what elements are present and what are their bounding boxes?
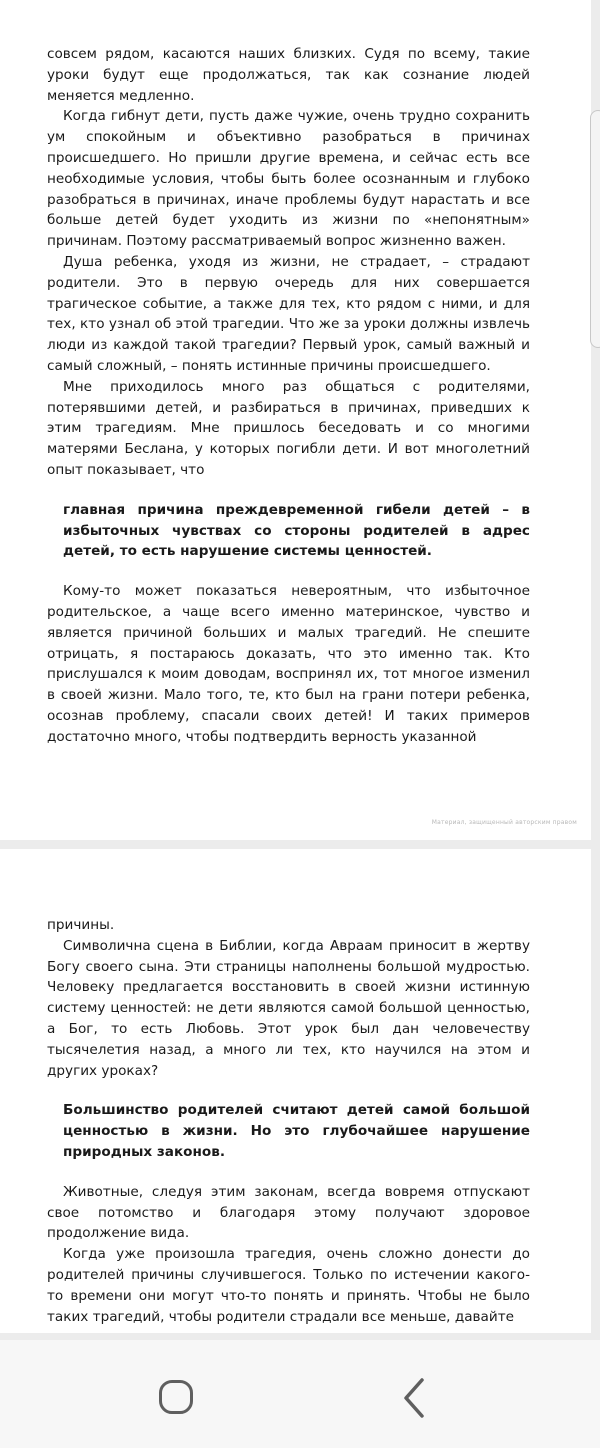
book-page-2 [0,849,591,1333]
system-navigation-bar [0,1340,600,1448]
scrollbar-handle[interactable] [590,110,600,348]
bold-statement: Большинство родителей считают детей самой большой ценностью в жизни. Но это глубочайшее нарушение природных законов. [63,1102,530,1160]
paragraph: Когда уже произошла трагедия, очень сложно донести до родителей причины случившегося. Только по истечении какого-то времени они могут что-то понять и принять. Чтобы не было таких трагедий, чтобы родители страдали все меньше, давайте [47,1246,530,1325]
paragraph: совсем рядом, касаются наших близких. Судя по всему, такие уроки будут еще продолжаться, так как сознание людей меняется медленно. [47,46,530,104]
bold-statement: главная причина преждевременной гибели детей – в избыточных чувствах со стороны родителей в адрес детей, то есть нарушение системы ценностей. [63,501,530,560]
paragraph: Животные, следуя этим законам, всегда вовремя отпускают свое потомство и благодаря этому получают здоровое продолжение вида. [47,1183,530,1242]
paragraph: Когда гибнут дети, пусть даже чужие, очень трудно сохранить ум спокойным и объективно разобраться в причинах происшедшего. Но пришли другие времена, и сейчас есть все необходимые условия, чтобы быть более осознанным и глубоко разобраться в причинах, иначе проблемы будут нарастать и все больше детей будет уходить из жизни по «непонятным» причинам. Поэтому рассматриваемый вопрос жизненно важен. [47,108,530,250]
paragraph: Душа ребенка, уходя из жизни, не страдает, – страдают родители. Это в первую очередь для них совершается трагическое событие, а также для тех, кто рядом с ними, и для тех, кто узнал об этой трагедии. Что же за уроки должны извлечь люди из каждой такой трагедии? Первый урок, самый важный и самый сложный, – понять истинные причины происшедшего. [47,253,530,374]
paragraph: Кому-то может показаться невероятным, что избыточное родительское, а чаще всего именно материнское, чувство и является причиной больших и малых трагедий. Не спешите отрицать, я постараюсь доказать, что это именно так. Кто прислушался к моим доводам, воспринял их, тот многое изменил в своей жизни. Мало того, те, кто был на грани потери ребенка, осознав проблему, спасали своих детей! И таких примеров достаточно много, чтобы подтвердить верность указанной [47,583,530,745]
paragraph: Мне приходилось много раз общаться с родителями, потерявшими детей, и разбираться в причинах, приведших к этим трагедиям. Мне пришлось беседовать и со многими матерями Беслана, у которых погибли дети. И вот многолетний опыт показывает, что [47,378,530,478]
paragraph: причины. [47,917,115,933]
back-icon[interactable] [398,1376,430,1420]
copyright-watermark: Материал, защищенный авторским правом [431,819,577,826]
home-icon[interactable] [159,1380,193,1414]
page-1-text [47,44,530,748]
paragraph: Символична сцена в Библии, когда Авраам приносит в жертву Богу своего сына. Эти страницы наполнены большой мудростью. Человеку предлагается восстановить в своей жизни истинную систему ценностей: не дети являются самой большой ценностью, а Бог, то есть Любовь. Этот урок был дан человечеству тысячелетия назад, а много ли тех, кто научился на этом и других уроках? [47,937,530,1079]
page-2-text [47,915,530,1327]
